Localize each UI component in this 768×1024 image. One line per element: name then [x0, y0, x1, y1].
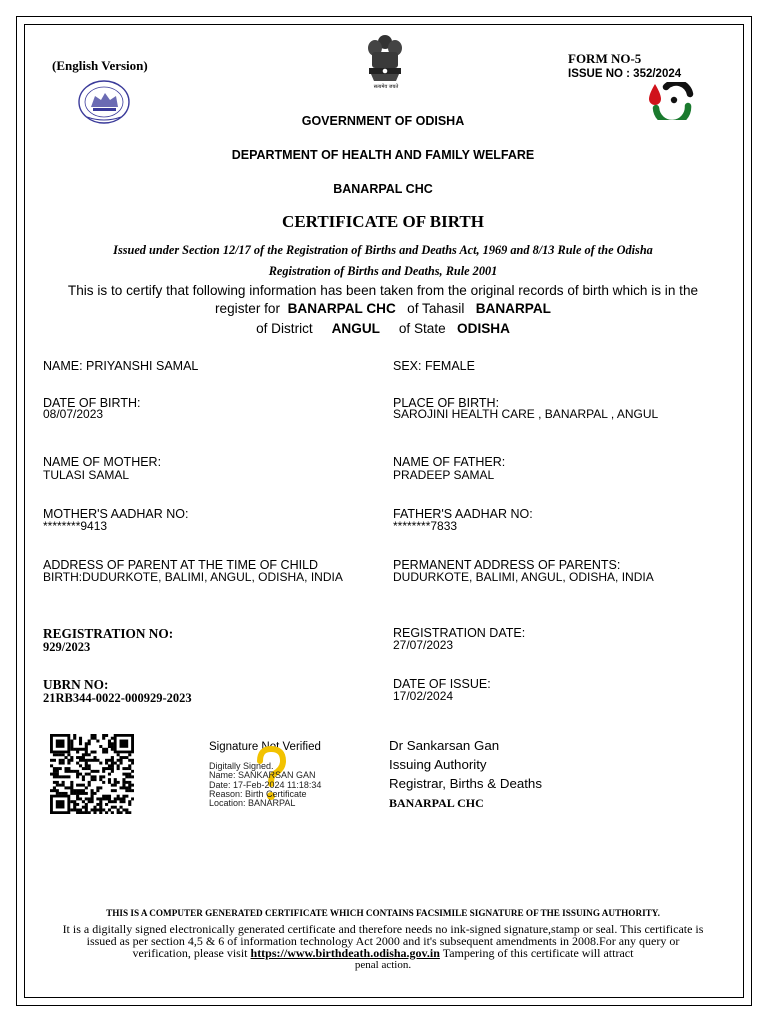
signature-date: Date: 17-Feb-2024 11:18:34	[209, 780, 322, 790]
signatory-office: BANARPAL CHC	[389, 796, 484, 810]
language-version: (English Version)	[52, 58, 148, 73]
signature-reason: Reason: Birth Certificate	[209, 789, 307, 799]
registration-no-label: REGISTRATION NO:	[43, 626, 174, 641]
mother-aadhar-label: MOTHER'S AADHAR NO:	[43, 507, 189, 521]
government-title: GOVERNMENT OF ODISHA	[301, 114, 465, 128]
signatory-role: Issuing Authority	[389, 757, 487, 772]
father-name-label: NAME OF FATHER:	[393, 455, 506, 469]
digitally-signed-text: Digitally Signed.	[209, 761, 274, 771]
father-aadhar-label: FATHER'S AADHAR NO:	[393, 507, 533, 521]
mother-name-value: TULASI SAMAL	[43, 468, 130, 482]
dob-value: 08/07/2023	[43, 407, 104, 421]
footer-notice: THIS IS A COMPUTER GENERATED CERTIFICATE WHICH CONTAINS FACSIMILE SIGNATURE OF THE ISSUING AUTHORITY.	[106, 908, 660, 918]
registration-date-value: 27/07/2023	[393, 638, 454, 652]
tahasil-value: BANARPAL	[475, 301, 551, 316]
state-label: of State	[398, 321, 446, 336]
pob-label: PLACE OF BIRTH:	[393, 396, 500, 410]
footer-line2: issued as per section 4,5 & 6 of information technology Act 2000 and it's subsequent amendments in 2008.For any query or	[86, 934, 680, 948]
signature-status: Signature Not Verified	[209, 741, 321, 753]
issued-under-line1: Issued under Section 12/17 of the Registration of Births and Deaths Act, 1969 and 8/13 Rule of the Odisha	[113, 243, 653, 257]
signer-name: Name: SANKARSAN GAN	[209, 770, 316, 780]
footer-line3	[24, 947, 742, 960]
father-name-value: PRADEEP SAMAL	[393, 468, 495, 482]
state-value: ODISHA	[457, 321, 510, 336]
footer-line4: penal action.	[354, 959, 412, 971]
district-label: of District	[256, 321, 313, 336]
issue-date-value: 17/02/2024	[393, 689, 454, 703]
form-number: FORM NO-5	[568, 51, 642, 66]
certify-line2	[24, 301, 742, 316]
child-name: NAME: PRIYANSHI SAMAL	[43, 359, 199, 373]
office-title: BANARPAL CHC	[333, 182, 433, 196]
register-for-value: BANARPAL CHC	[287, 301, 396, 316]
certify-line1: This is to certify that following information has been taken from the original records of birth which is in the	[67, 283, 699, 298]
pob-value: SAROJINI HEALTH CARE , BANARPAL , ANGUL	[393, 407, 659, 421]
ubrn-label: UBRN NO:	[43, 677, 109, 692]
footer-visit-text: verification, please visit	[132, 946, 248, 960]
footer-line1: It is a digitally signed electronically generated certificate and therefore needs no ink-signed signature,stamp or seal. This certificate is	[62, 922, 704, 936]
emblem-caption: सत्यमेव जयते	[373, 84, 399, 90]
birthdeath-website-link[interactable]: https://www.birthdeath.odisha.gov.in	[250, 946, 440, 960]
footer-tamper-text: Tampering of this certificate will attract	[442, 946, 634, 960]
qr-code-icon	[50, 734, 134, 814]
permanent-address-value: DUDURKOTE, BALIMI, ANGUL, ODISHA, INDIA	[393, 570, 654, 584]
permanent-address-label: PERMANENT ADDRESS OF PARENTS:	[393, 558, 621, 572]
registration-no-value: 929/2023	[43, 640, 91, 654]
certify-line3	[24, 321, 742, 336]
signature-location: Location: BANARPAL	[209, 798, 296, 808]
sex: SEX: FEMALE	[393, 359, 475, 373]
district-value: ANGUL	[331, 321, 380, 336]
birth-address-label: ADDRESS OF PARENT AT THE TIME OF CHILD	[43, 558, 319, 572]
signatory-title: Registrar, Births & Deaths	[389, 776, 542, 791]
father-aadhar-value: ********7833	[393, 519, 458, 533]
issued-under-line2: Registration of Births and Deaths, Rule 2001	[268, 264, 498, 278]
register-for-label: register for	[215, 301, 280, 316]
dob-label: DATE OF BIRTH:	[43, 396, 141, 410]
certificate-title: CERTIFICATE OF BIRTH	[282, 212, 484, 231]
birth-address-value: BIRTH:DUDURKOTE, BALIMI, ANGUL, ODISHA, INDIA	[43, 570, 343, 584]
issue-date-label: DATE OF ISSUE:	[393, 677, 491, 691]
mother-name-label: NAME OF MOTHER:	[43, 455, 162, 469]
signatory-name: Dr Sankarsan Gan	[389, 738, 500, 753]
ubrn-value: 21RB344-0022-000929-2023	[43, 691, 192, 705]
registration-date-label: REGISTRATION DATE:	[393, 626, 526, 640]
tahasil-label: of Tahasil	[407, 301, 465, 316]
mother-aadhar-value: ********9413	[43, 519, 108, 533]
department-title: DEPARTMENT OF HEALTH AND FAMILY WELFARE	[231, 148, 535, 162]
issue-number: ISSUE NO : 352/2024	[568, 68, 682, 80]
